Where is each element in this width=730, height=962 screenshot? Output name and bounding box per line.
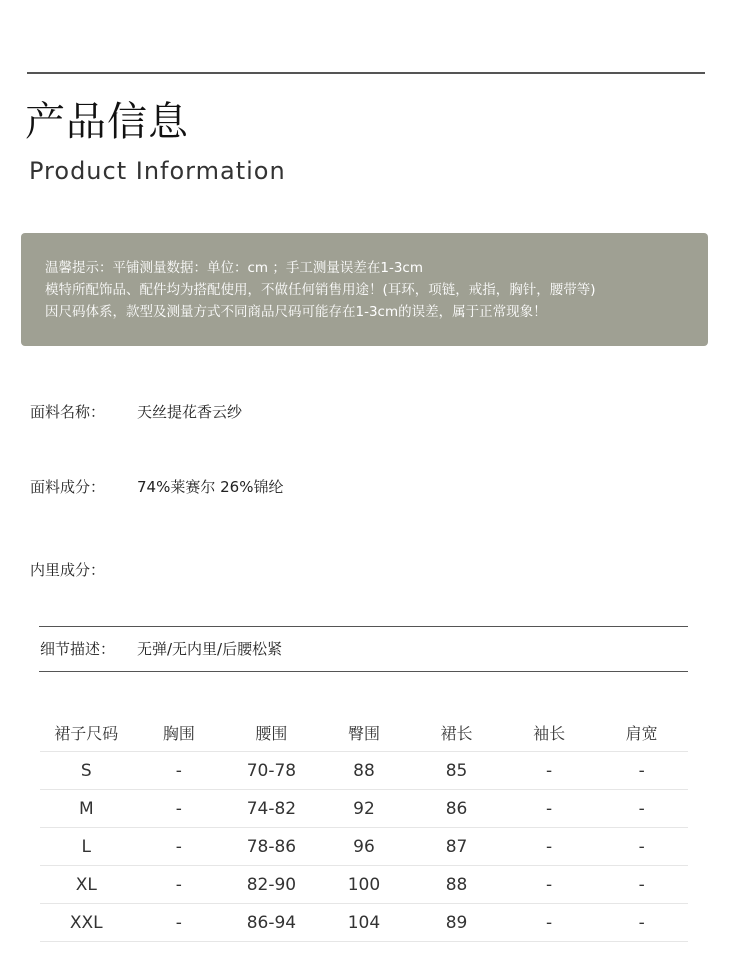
table-cell: S	[80, 760, 92, 781]
header-cell: 肩宽	[625, 723, 658, 743]
table-cell: 70-78	[246, 760, 297, 781]
table-cell: -	[546, 760, 553, 781]
table-cell: -	[546, 798, 553, 819]
notice-line: 温馨提示：平铺测量数据：单位：cm ；手工测量误差在1-3cm	[45, 260, 423, 276]
table-cell: XL	[75, 874, 97, 895]
table-cell: 78-86	[246, 836, 297, 857]
table-cell: -	[638, 760, 645, 781]
table-cell: 104	[347, 912, 381, 933]
lining-composition-label: 内里成分：	[30, 561, 106, 579]
table-cell: -	[175, 798, 182, 819]
table-cell: 86-94	[246, 912, 297, 933]
detail-bottom-divider	[39, 671, 688, 672]
table-row	[40, 866, 688, 904]
table-cell: XXL	[69, 912, 103, 933]
detail-row	[40, 639, 283, 659]
size-table	[40, 713, 688, 942]
table-cell: 88	[353, 760, 375, 781]
header-cell: 臀围	[347, 723, 380, 743]
notice-line: 因尺码体系，款型及测量方式不同商品尺码可能存在1-3cm的误差，属于正常现象！	[45, 304, 547, 320]
table-cell: -	[175, 760, 182, 781]
table-cell: -	[175, 874, 182, 895]
table-cell: -	[638, 912, 645, 933]
fabric-name-label: 面料名称：	[30, 403, 106, 421]
table-cell: 74-82	[246, 798, 297, 819]
table-cell: -	[175, 912, 182, 933]
detail-label: 细节描述：	[40, 640, 116, 658]
table-cell: -	[546, 836, 553, 857]
fabric-composition-value: 74%莱赛尔 26%锦纶	[137, 478, 284, 496]
table-cell: M	[78, 798, 94, 819]
table-cell: 82-90	[246, 874, 297, 895]
notice-line: 模特所配饰品、配件均为搭配使用，不做任何销售用途！(耳环，项链，戒指，胸针，腰带等)	[45, 282, 596, 298]
table-cell: 85	[445, 760, 468, 781]
table-cell: -	[638, 836, 645, 857]
table-cell: -	[638, 798, 645, 819]
table-cell: -	[638, 874, 645, 895]
table-cell: L	[81, 836, 92, 857]
size-table-header	[40, 713, 688, 752]
top-divider	[27, 72, 705, 74]
header-cell: 裙长	[440, 723, 473, 743]
table-cell: -	[546, 874, 553, 895]
header-cell: 裙子尺码	[54, 723, 119, 743]
fabric-composition-label: 面料成分：	[30, 478, 106, 496]
table-row	[40, 752, 688, 790]
table-cell: 100	[347, 874, 381, 895]
page-subtitle: Product Information	[29, 157, 286, 185]
table-row	[40, 904, 688, 942]
table-cell: 92	[353, 798, 375, 819]
table-cell: 88	[445, 874, 468, 895]
fabric-name-value: 天丝提花香云纱	[137, 403, 243, 421]
fabric-composition-row	[30, 477, 284, 497]
lining-composition-row	[30, 560, 105, 580]
table-cell: 96	[353, 836, 375, 857]
fabric-name-row	[30, 402, 243, 422]
table-row	[40, 790, 688, 828]
table-cell: 86	[445, 798, 468, 819]
detail-top-divider	[39, 626, 688, 627]
page-title: 产品信息	[25, 99, 189, 145]
header-cell: 腰围	[255, 723, 288, 743]
header-cell: 袖长	[533, 723, 566, 743]
table-row	[40, 828, 688, 866]
table-cell: 87	[445, 836, 468, 857]
notice-box	[21, 233, 708, 346]
header-cell: 胸围	[162, 723, 195, 743]
table-cell: -	[546, 912, 553, 933]
table-cell: 89	[445, 912, 468, 933]
detail-value: 无弹/无内里/后腰松紧	[137, 640, 283, 658]
table-cell: -	[175, 836, 182, 857]
